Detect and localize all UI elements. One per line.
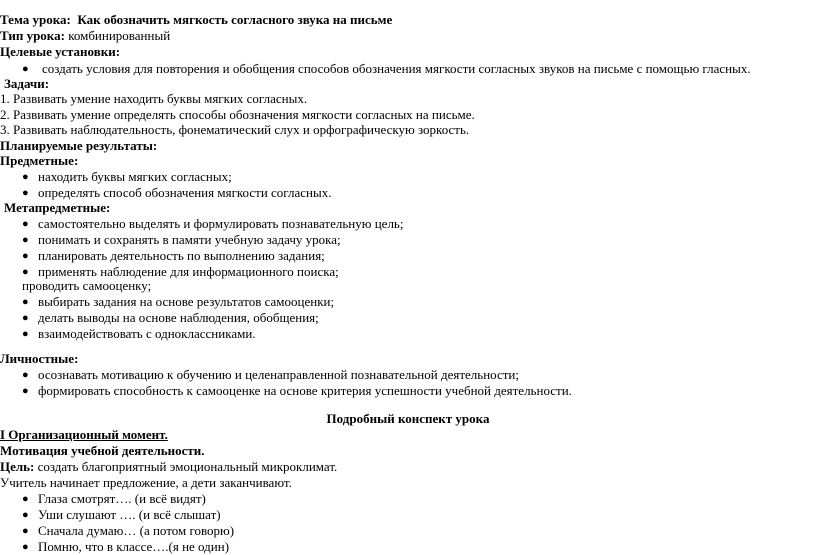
goal-item: создать условия для повторения и обобщения способов обозначения мягкости согласных звуков на письме с помощью гласных. bbox=[42, 61, 751, 76]
bullet-icon: ● bbox=[22, 328, 29, 340]
bullet-icon: ● bbox=[22, 509, 29, 521]
goals-heading: Целевые установки: bbox=[0, 44, 121, 59]
task-item: 3. Развивать наблюдательность, фонематический слух и орфографическую зоркость. bbox=[0, 122, 470, 137]
meta-item: взаимодействовать с одноклассниками. bbox=[38, 326, 256, 341]
lesson-type-value: комбинированный bbox=[68, 28, 171, 43]
bullet-icon: ● bbox=[22, 369, 29, 381]
meta-item: применять наблюдение для информационного поиска; bbox=[38, 264, 339, 279]
bullet-icon: ● bbox=[22, 385, 29, 397]
bullet-icon: ● bbox=[22, 541, 29, 553]
topic-value: Как обозначить мягкость согласного звука на письме bbox=[77, 12, 393, 27]
subject-item: определять способ обозначения мягкости согласных. bbox=[38, 185, 332, 200]
motivation-heading: Мотивация учебной деятельности. bbox=[0, 443, 205, 458]
topic-label: Тема урока: bbox=[0, 12, 71, 27]
stage-intro: Учитель начинает предложение, а дети заканчивают. bbox=[0, 475, 292, 490]
meta-heading: Метапредметные: bbox=[4, 200, 111, 215]
bullet-icon: ● bbox=[22, 63, 29, 75]
bullet-icon: ● bbox=[22, 493, 29, 505]
stage-goal-label: Цель: bbox=[0, 459, 35, 474]
bullet-icon: ● bbox=[22, 171, 29, 183]
stage-item: Глаза смотрят…. (и всё видят) bbox=[38, 491, 206, 506]
bullet-icon: ● bbox=[22, 525, 29, 537]
task-item: 2. Развивать умение определять способы обозначения мягкости согласных на письме. bbox=[0, 107, 475, 122]
stage-item: Уши слушают …. (и всё слышат) bbox=[38, 507, 221, 522]
stage-title: I Организационный момент. bbox=[0, 427, 168, 442]
meta-item: выбирать задания на основе результатов самооценки; bbox=[38, 294, 335, 309]
meta-item: самостоятельно выделять и формулировать познавательную цель; bbox=[38, 216, 404, 231]
meta-item: планировать деятельность по выполнению задания; bbox=[38, 248, 325, 263]
subject-item: находить буквы мягких согласных; bbox=[38, 169, 232, 184]
bullet-icon: ● bbox=[22, 218, 29, 230]
results-heading: Планируемые результаты: bbox=[0, 138, 158, 153]
bullet-icon: ● bbox=[22, 234, 29, 246]
stage-goal-line bbox=[0, 459, 337, 475]
task-item: 1. Развивать умение находить буквы мягких согласных. bbox=[0, 91, 308, 106]
stage-item: Сначала думаю… (а потом говорю) bbox=[38, 523, 235, 538]
stage-goal-value: создать благоприятный эмоциональный микроклимат. bbox=[37, 459, 338, 474]
tasks-heading: Задачи: bbox=[4, 76, 50, 91]
personal-heading: Личностные: bbox=[0, 351, 79, 366]
subject-heading: Предметные: bbox=[0, 153, 79, 168]
bullet-icon: ● bbox=[22, 187, 29, 199]
bullet-icon: ● bbox=[22, 312, 29, 324]
bullet-icon: ● bbox=[22, 266, 29, 278]
personal-item: осознавать мотивацию к обучению и целенаправленной познавательной деятельности; bbox=[38, 367, 519, 382]
stage-item: Помню, что в классе….(я не один) bbox=[38, 539, 230, 554]
meta-item: понимать и сохранять в памяти учебную задачу урока; bbox=[38, 232, 341, 247]
topic-line bbox=[0, 12, 392, 28]
lesson-type-line bbox=[0, 28, 170, 44]
personal-item: формировать способность к самооценке на основе критерия успешности учебной деятельности. bbox=[38, 383, 572, 398]
lesson-type-label: Тип урока: bbox=[0, 28, 65, 43]
meta-plain-item: проводить самооценку; bbox=[22, 278, 152, 293]
summary-title: Подробный конспект урока bbox=[326, 411, 490, 426]
bullet-icon: ● bbox=[22, 250, 29, 262]
meta-item: делать выводы на основе наблюдения, обобщения; bbox=[38, 310, 319, 325]
bullet-icon: ● bbox=[22, 296, 29, 308]
